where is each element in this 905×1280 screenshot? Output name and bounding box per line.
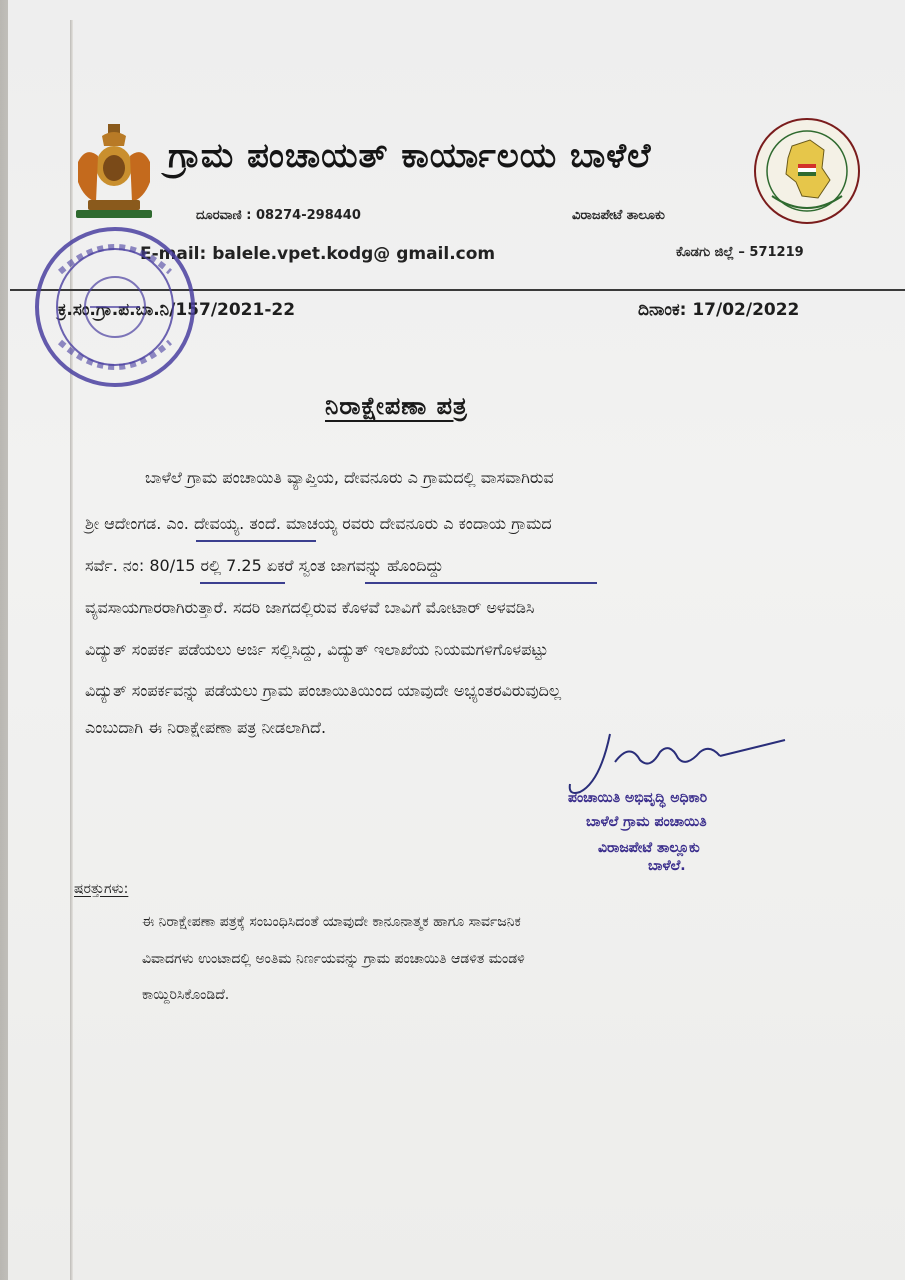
document-heading: ನಿರಾಕ್ಷೇಪಣಾ ಪತ್ರ [325,392,468,420]
signatory-place: ಬಾಳೆಲೆ. [648,858,686,874]
signatory-office: ಬಾಳೆಲೆ ಗ್ರಾಮ ಪಂಚಾಯಿತಿ [586,814,707,830]
reference-number: ಕ್ರ.ಸಂ.ಗ್ರಾ.ಪ.ಬಾ.ನಿ/157/2021-22 [58,300,296,320]
district-label: ಕೊಡಗು ಜಿಲ್ಲೆ – 571219 [676,245,804,260]
date-label: ದಿನಾಂಕ: [638,300,687,320]
office-title: ಗ್ರಾಮ ಪಂಚಾಯತ್ ಕಾರ್ಯಾಲಯ ಬಾಳೆಲೆ [168,136,652,176]
body-line-5: ವಿದ್ಯುತ್ ಸಂಪರ್ಕ ಪಡೆಯಲು ಅರ್ಜಿ ಸಲ್ಲಿಸಿದ್ದು, ವಿದ್ಯುತ್ ಇಲಾಖೆಯ ನಿಯಮಗಳಿಗೊಳಪಟ್ಟು [85,640,549,659]
condition-line-3: ಕಾಯ್ದಿರಿಸಿಕೊಂಡಿದೆ. [142,987,230,1003]
body-line-1: ಬಾಳೆಲೆ ಗ್ರಾಮ ಪಂಚಾಯಿತಿ ವ್ಯಾಪ್ತಿಯ, ದೇವನೂರು ಎ ಗ್ರಾಮದಲ್ಲಿ ವಾಸವಾಗಿರುವ [145,468,554,487]
pen-underline-area [365,582,597,584]
conditions-label: ಷರತ್ತುಗಳು: [74,881,129,897]
body-line-6: ವಿದ್ಯುತ್ ಸಂಪರ್ಕವನ್ನು ಪಡೆಯಲು ಗ್ರಾಮ ಪಂಚಾಯಿತಿಯಿಂದ ಯಾವುದೇ ಅಭ್ಯಂತರವಿರುವುದಿಲ್ಲ [85,681,562,700]
phone-number: 08274-298440 [255,208,361,223]
phone-label: ದೂರವಾಣಿ [196,208,242,223]
body-line-3: ಸರ್ವೆ. ನಂ: 80/15 ರಲ್ಲಿ 7.25 ಏಕರೆ ಸ್ವಂತ ಜಾಗವನ್ನು ಹೊಂದಿದ್ದು [85,556,444,575]
body-line-2: ಶ್ರೀ ಆದೇಂಗಡ. ಎಂ. ದೇವಯ್ಯ. ತಂದೆ. ಮಾಚಯ್ಯ ರವರು ದೇವನೂರು ಎ ಕಂದಾಯ ಗ್ರಾಮದ [85,514,552,533]
email-address: balele.vpet.kodg@ gmail.com [212,244,496,264]
taluk-label: ವಿರಾಜಪೇಟೆ ತಾಲೂಕು [572,208,665,223]
body-line-4: ವ್ಯವಸಾಯಗಾರರಾಗಿರುತ್ತಾರೆ. ಸದರಿ ಜಾಗದಲ್ಲಿರುವ ಕೊಳವೆ ಬಾವಿಗೆ ಮೋಟಾರ್ ಅಳವಡಿಸಿ [85,598,535,617]
phone-line: ದೂರವಾಣಿ : 08274-298440 [196,208,361,223]
condition-line-1: ಈ ನಿರಾಕ್ಷೇಪಣಾ ಪತ್ರಕ್ಕೆ ಸಂಬಂಧಿಸಿದಂತೆ ಯಾವುದೇ ಕಾನೂನಾತ್ಮಕ ಹಾಗೂ ಸಾರ್ವಜನಿಕ [142,914,521,930]
condition-line-2: ವಿವಾದಗಳು ಉಂಟಾದಲ್ಲಿ ಅಂತಿಮ ನಿರ್ಣಯವನ್ನು ಗ್ರಾಮ ಪಂಚಾಯಿತಿ ಆಡಳಿತ ಮಂಡಳಿ [142,951,525,967]
karnataka-map-logo-icon [752,116,862,226]
karnataka-emblem-icon [68,122,160,222]
panchayat-seal-stamp [30,212,200,397]
date-value: 17/02/2022 [692,300,800,320]
date-line [638,300,799,320]
signatory-taluk: ವಿರಾಜಪೇಟೆ ತಾಲ್ಲೂಕು [598,840,700,856]
signatory-title: ಪಂಚಾಯಿತಿ ಅಭಿವೃದ್ಧಿ ಅಧಿಕಾರಿ [568,790,708,806]
email-label: E-mail: [140,244,207,264]
pen-underline-survey [200,582,285,584]
body-line-7: ಎಂಬುದಾಗಿ ಈ ನಿರಾಕ್ಷೇಪಣಾ ಪತ್ರ ನೀಡಲಾಗಿದೆ. [85,718,327,737]
pen-underline-name [196,540,316,542]
